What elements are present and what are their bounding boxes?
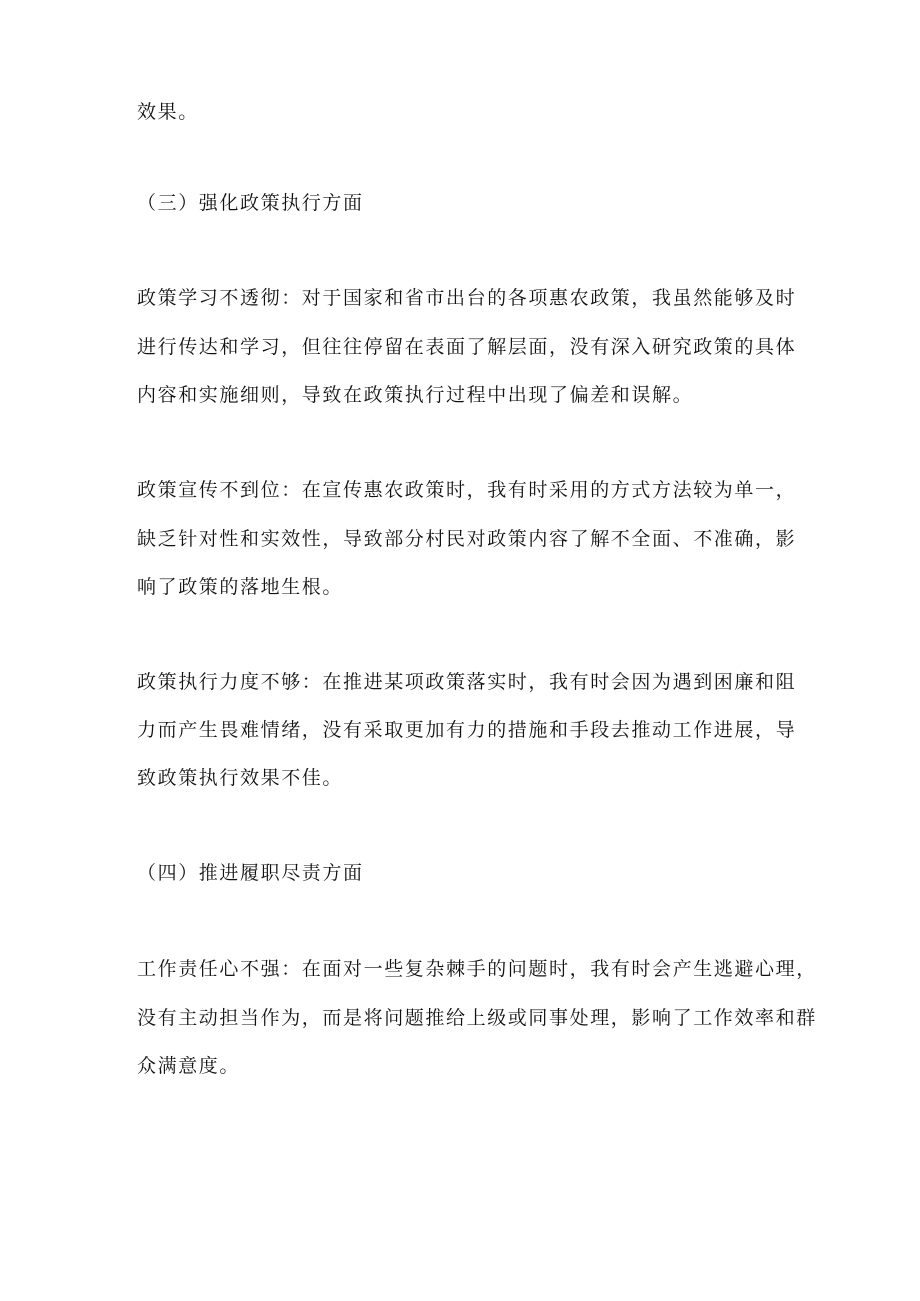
paragraph-responsibility-line-3: 众满意度。 [137,1055,241,1077]
paragraph-policy-study-line-2: 进行传达和学习，但往往停留在表面了解层面，没有深入研究政策的具体 [137,336,797,358]
paragraph-policy-publicity-line-3: 响了政策的落地生根。 [137,576,344,598]
paragraph-responsibility-line-2: 没有主动担当作为，而是将问题推给上级或同事处理，影响了工作效率和群 [137,1007,817,1029]
paragraph-responsibility-line-1: 工作责任心不强：在面对一些复杂棘手的问题时，我有时会产生逃避心理， [137,958,817,980]
paragraph-policy-publicity-line-1: 政策宣传不到位：在宣传惠农政策时，我有时采用的方式方法较为单一， [137,479,797,501]
section-heading-three: （三）强化政策执行方面 [137,192,364,214]
paragraph-policy-execution-line-3: 致政策执行效果不佳。 [137,767,344,789]
paragraph-policy-execution-line-2: 力而产生畏难情绪，没有采取更加有力的措施和手段去推动工作进展，导 [137,719,797,741]
paragraph-policy-execution-line-1: 政策执行力度不够：在推进某项政策落实时，我有时会因为遇到困廉和阻 [137,671,797,693]
continuation-line: 效果。 [137,101,199,123]
section-heading-four: （四）推进履职尽责方面 [137,862,364,884]
paragraph-policy-study-line-1: 政策学习不透彻：对于国家和省市出台的各项惠农政策，我虽然能够及时 [137,287,797,309]
paragraph-policy-publicity-line-2: 缺乏针对性和实效性，导致部分村民对政策内容了解不全面、不准确，影 [137,528,797,550]
paragraph-policy-study-line-3: 内容和实施细则，导致在政策执行过程中出现了偏差和误解。 [137,384,694,406]
